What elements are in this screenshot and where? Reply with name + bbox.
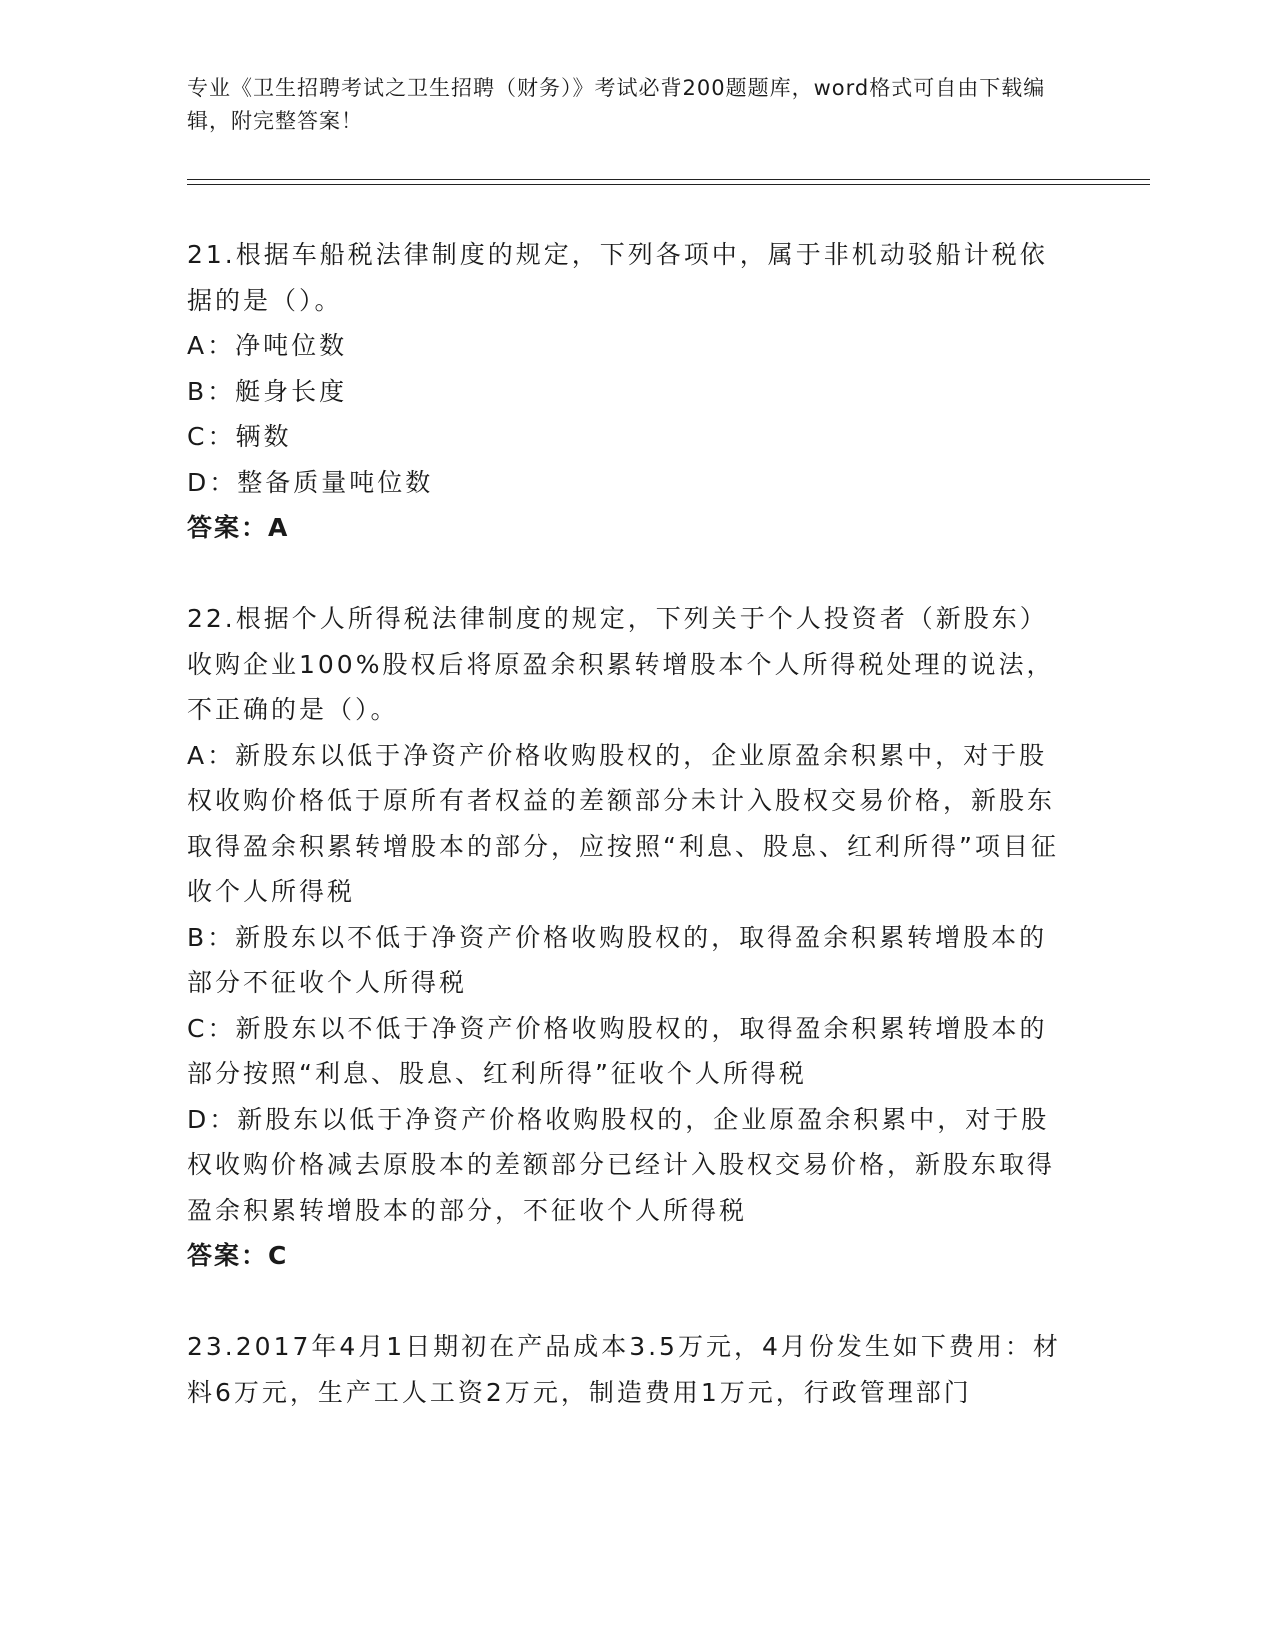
- question-text: 23.2017年4月1日期初在产品成本3.5万元，4月份发生如下费用：材料6万元，生产工人工资2万元，制造费用1万元，行政管理部门: [187, 1332, 1061, 1407]
- option-a: A：新股东以低于净资产价格收购股权的，企业原盈余积累中，对于股权收购价格低于原所有者权益的差额部分未计入股权交易价格，新股东取得盈余积累转增股本的部分，应按照“利息、股息、红利所得”项目征收个人所得税: [187, 740, 1059, 906]
- question-text: 21.根据车船税法律制度的规定，下列各项中，属于非机动驳船计税依据的是（）。: [187, 240, 1048, 315]
- question-list: [187, 232, 1067, 1415]
- question-spacer: [187, 551, 1067, 597]
- option-b: B：新股东以不低于净资产价格收购股权的，取得盈余积累转增股本的部分不征收个人所得税: [187, 922, 1048, 997]
- answer: 答案：A: [187, 513, 290, 542]
- question-22: [187, 596, 1067, 1279]
- answer: 答案：C: [187, 1241, 289, 1270]
- option-c: C：新股东以不低于净资产价格收购股权的，取得盈余积累转增股本的部分按照“利息、股息、红利所得”征收个人所得税: [187, 1013, 1048, 1088]
- option-c: C：辆数: [187, 422, 292, 451]
- question-text: 22.根据个人所得税法律制度的规定，下列关于个人投资者（新股东）收购企业100%股权后将原盈余积累转增股本个人所得税处理的说法，不正确的是（）。: [187, 604, 1055, 724]
- document-header: 专业《卫生招聘考试之卫生招聘（财务）》考试必背200题题库，word格式可自由下载编辑，附完整答案！: [187, 76, 1046, 133]
- question-21: [187, 232, 1067, 551]
- header-divider-top: [187, 179, 1150, 180]
- option-d: D：新股东以低于净资产价格收购股权的，企业原盈余积累中，对于股权收购价格减去原股本的差额部分已经计入股权交易价格，新股东取得盈余积累转增股本的部分，不征收个人所得税: [187, 1104, 1056, 1225]
- question-spacer: [187, 1279, 1067, 1325]
- option-b: B：艇身长度: [187, 376, 348, 406]
- option-a: A：净吨位数: [187, 331, 348, 360]
- option-d: D：整备质量吨位数: [187, 467, 434, 497]
- header-divider-bottom: [187, 184, 1150, 185]
- question-23: [187, 1324, 1067, 1415]
